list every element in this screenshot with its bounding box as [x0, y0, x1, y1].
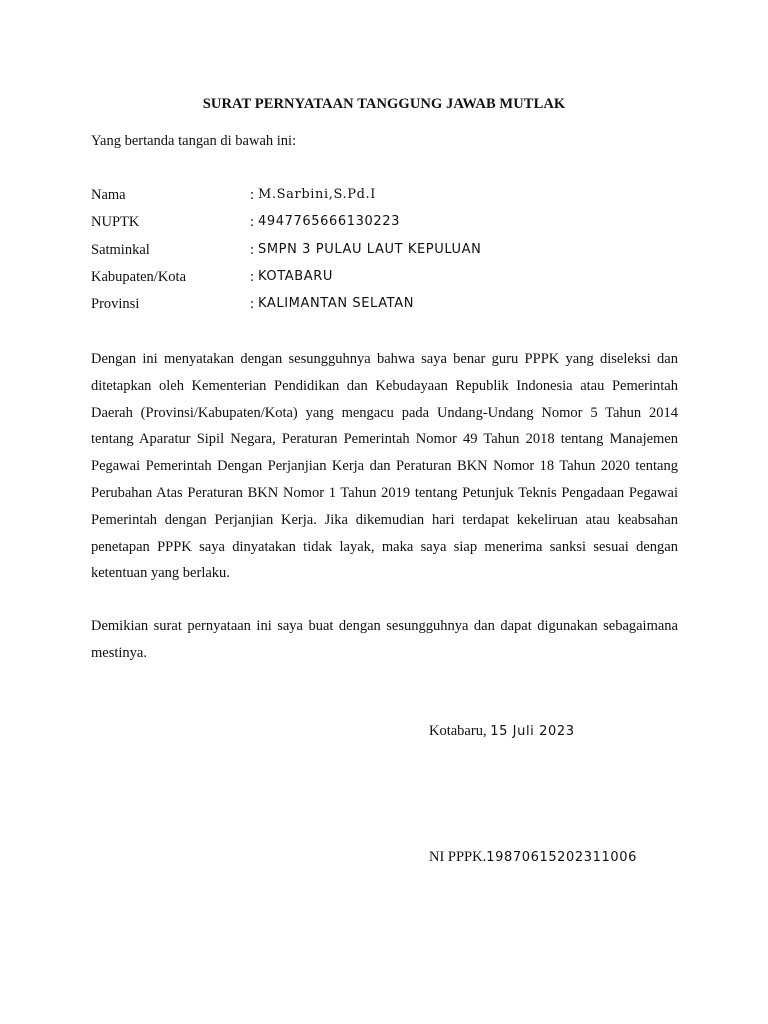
closing-paragraph: Demikian surat pernyataan ini saya buat dengan sesungguhnya dan dapat digunakan sebagaimana mestinya. [91, 618, 678, 661]
identity-separator: : [250, 187, 255, 203]
ni-label: NI PPPK. [429, 849, 487, 865]
identity-label: Nama [91, 187, 126, 203]
identity-value: KOTABARU [258, 268, 334, 284]
identity-label: Satminkal [91, 241, 150, 258]
identity-label: Kabupaten/Kota [91, 268, 187, 285]
identity-separator: : [250, 296, 255, 313]
place-text: Kotabaru, [429, 723, 487, 739]
identity-row-kabupaten-kota [91, 267, 691, 294]
identity-value: 4947765666130223 [258, 214, 400, 230]
identity-row-provinsi [91, 294, 691, 321]
ni-pppk [429, 849, 637, 866]
place-date [429, 723, 575, 740]
identity-table [91, 185, 691, 321]
identity-separator: : [250, 214, 255, 231]
intro-text: Yang bertanda tangan di bawah ini: [91, 133, 297, 149]
statement-paragraph: Dengan ini menyatakan dengan sesungguhnya bahwa saya benar guru PPPK yang diseleksi dan ditetapkan oleh Kementerian Pendidikan dan Kebudayaan Republik Indonesia atau Pemerintah Daerah (Provinsi/Kabupaten/Kota) yang mengacu pada Undang-Undang Nomor 5 Tahun 2014 tentang Aparatur Sipil Negara, Peraturan Pemerintah Nomor 49 Tahun 2018 tentang Manajemen Pegawai Pemerintah Dengan Perjanjian Kerja dan Peraturan BKN Nomor 18 Tahun 2020 tentang Perubahan Atas Peraturan BKN Nomor 1 Tahun 2019 tentang Petunjuk Teknis Pengadaan Pegawai Pemerintah dengan Perjanjian Kerja. Jika dikemudian hari terdapat kekeliruan atau keabsahan penetapan PPPK saya dinyatakan tidak layak, maka saya siap menerima sanksi sesuai dengan ketentuan yang berlaku. [91, 351, 678, 582]
identity-separator: : [250, 268, 255, 285]
identity-label: NUPTK [91, 214, 140, 231]
identity-label: Provinsi [91, 296, 140, 313]
identity-value: SMPN 3 PULAU LAUT KEPULUAN [258, 241, 482, 257]
document-title: SURAT PERNYATAAN TANGGUNG JAWAB MUTLAK [202, 96, 566, 112]
date-text: 15 Juli 2023 [490, 724, 575, 739]
identity-row-satminkal [91, 240, 691, 267]
identity-value: KALIMANTAN SELATAN [258, 296, 415, 312]
identity-value: M.Sarbini,S.Pd.I [258, 187, 376, 202]
ni-number: 19870615202311006 [486, 850, 638, 865]
identity-row-nuptk [91, 212, 691, 239]
identity-separator: : [250, 241, 255, 258]
identity-row-nama [91, 185, 691, 212]
